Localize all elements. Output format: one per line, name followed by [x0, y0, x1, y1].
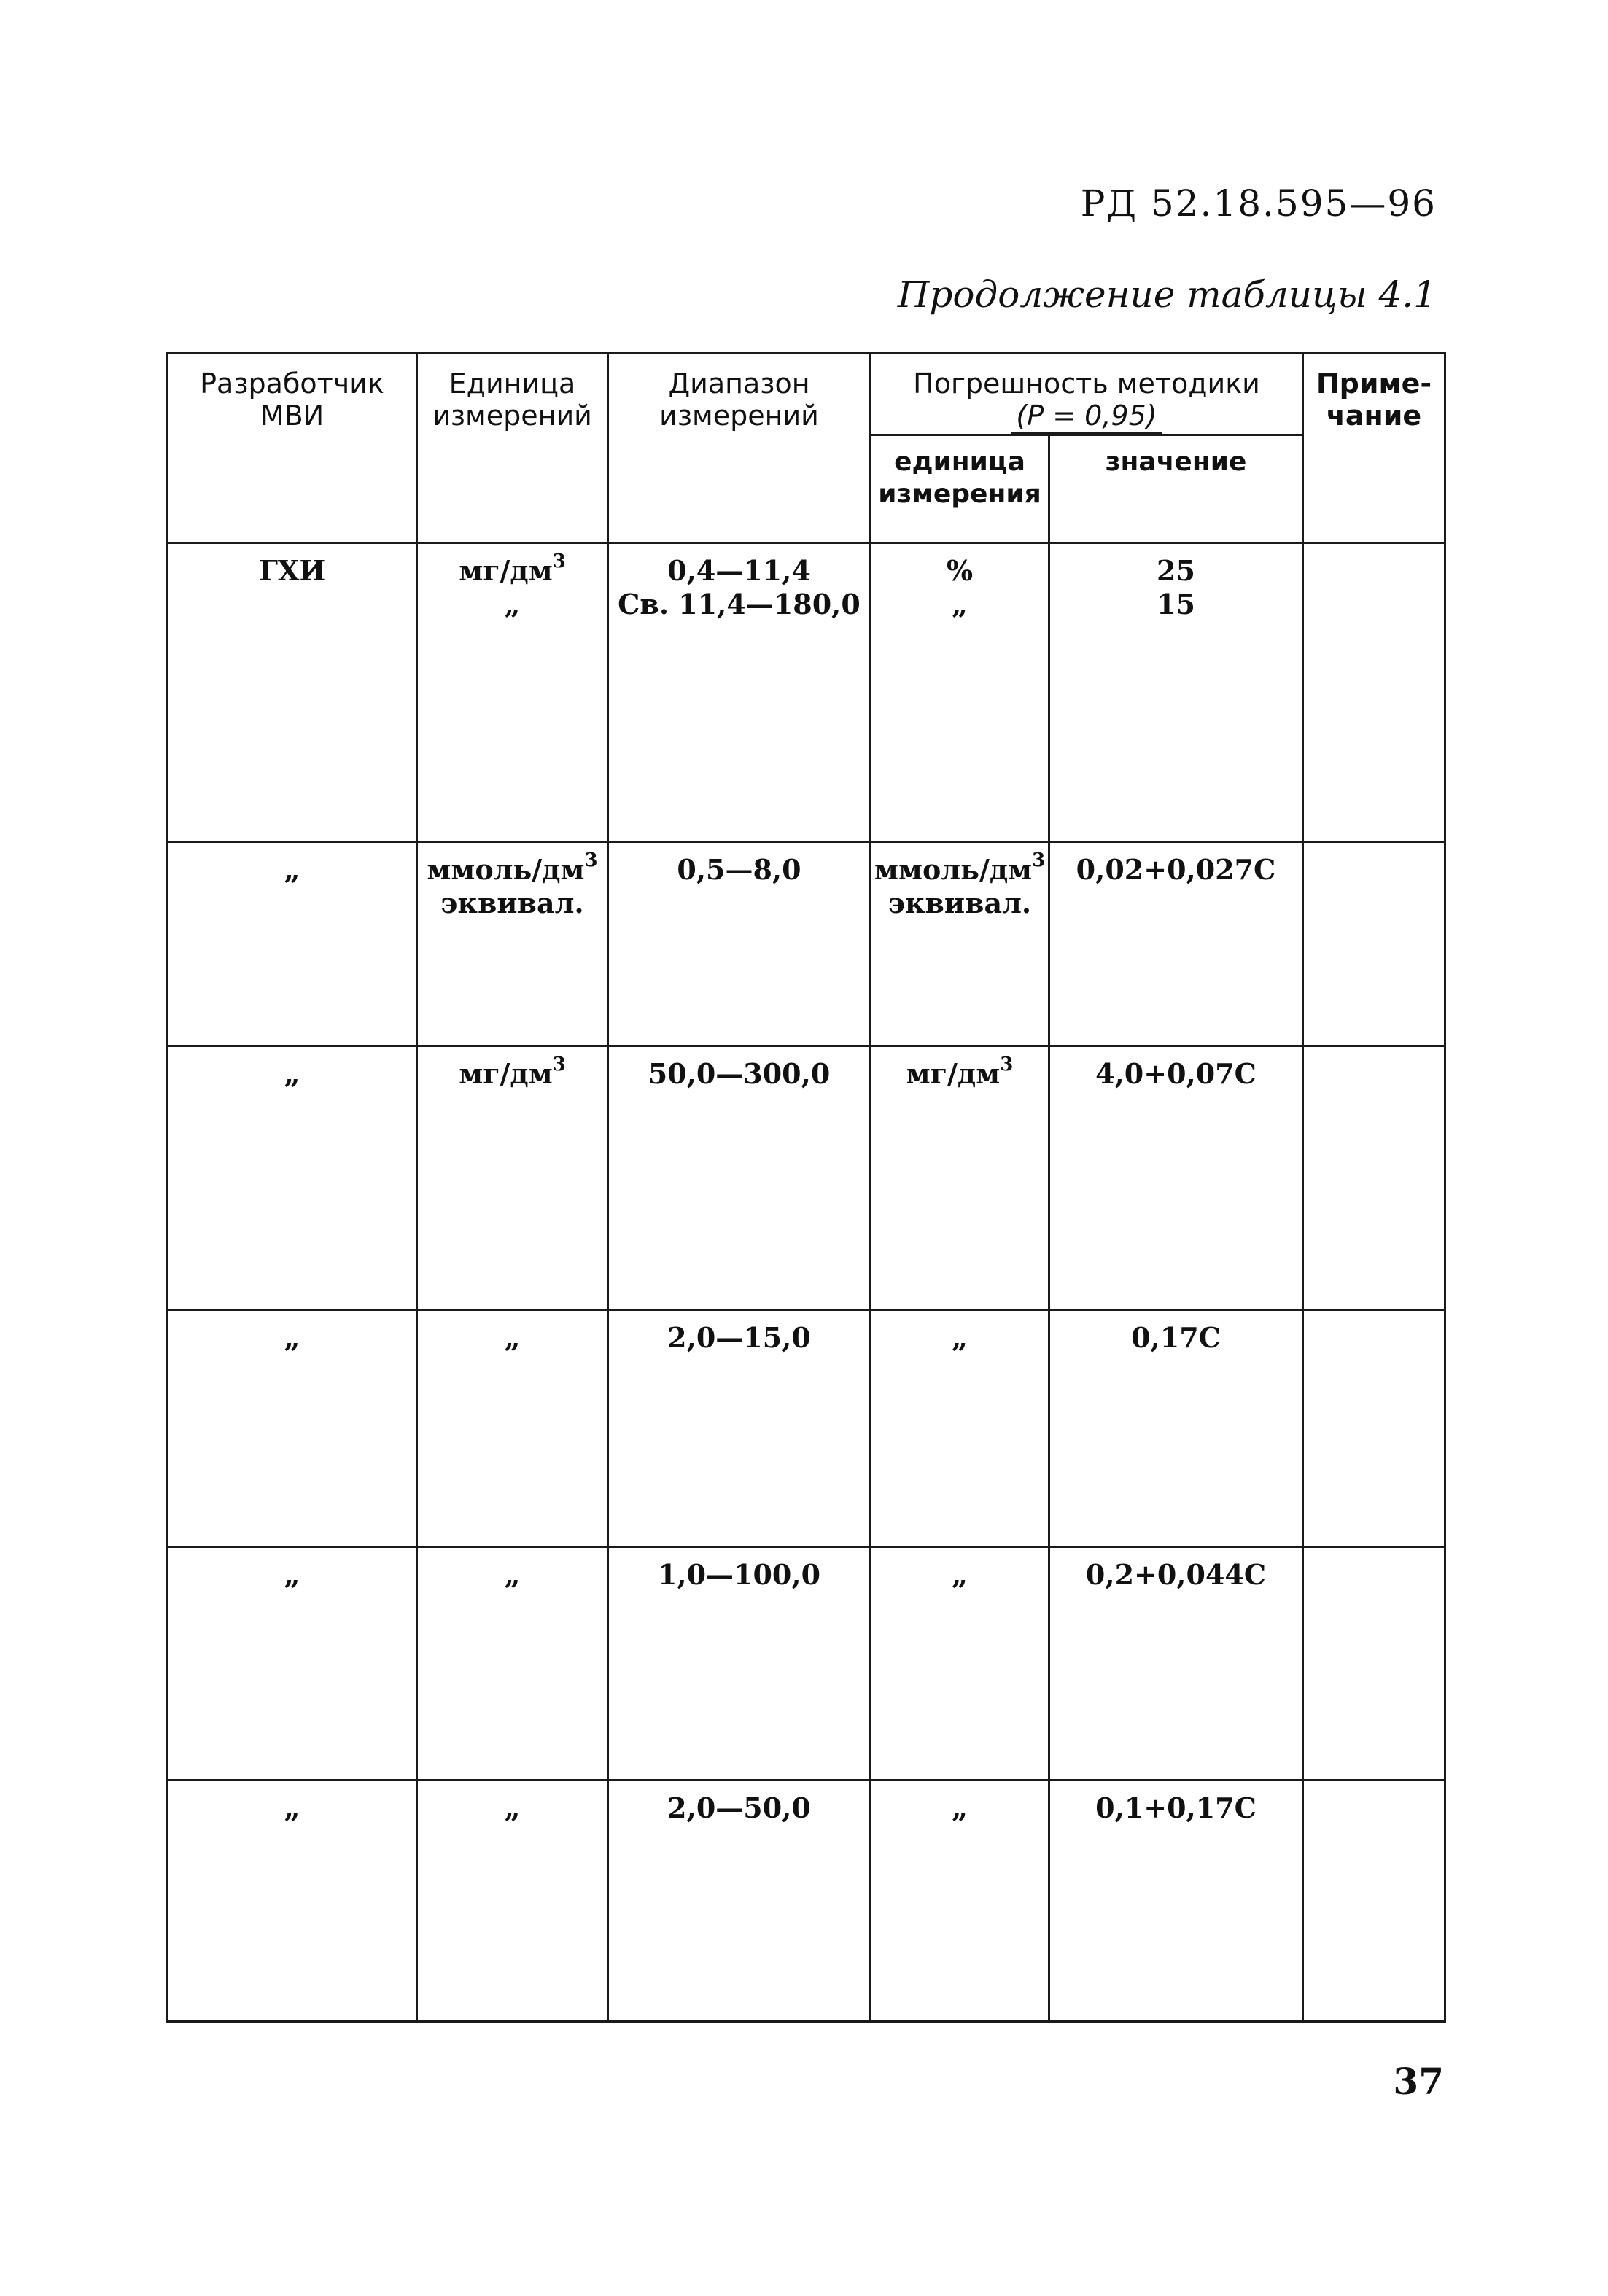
- header-unit: Единица измерений: [417, 354, 608, 543]
- cell-range: 2,0—50,0: [608, 1781, 871, 2022]
- cell-unit: „: [417, 1547, 608, 1781]
- cell-note: [1303, 1046, 1445, 1310]
- cell-error-unit: „: [871, 1781, 1049, 2022]
- table-continuation-caption: Продолжение таблицы 4.1: [897, 273, 1437, 316]
- cell-developer: „: [168, 1547, 417, 1781]
- table-row: [168, 543, 1445, 842]
- cell-unit: „: [417, 1781, 608, 2022]
- measurement-table: [166, 352, 1446, 2023]
- cell-error-unit: „: [871, 1310, 1049, 1547]
- header-range: Диапазон измерений: [608, 354, 871, 543]
- cell-error-value: 0,17C: [1049, 1310, 1303, 1547]
- cell-range: 0,4—11,4 Св. 11,4—180,0: [608, 543, 871, 842]
- cell-error-value: 25 15: [1049, 543, 1303, 842]
- header-note: Приме- чание: [1303, 354, 1445, 543]
- cell-error-value: 0,1+0,17C: [1049, 1781, 1303, 2022]
- cell-error-value: 0,02+0,027C: [1049, 842, 1303, 1046]
- cell-developer: „: [168, 1781, 417, 2022]
- header-error-unit: единица измерения: [871, 435, 1049, 543]
- cell-note: [1303, 1781, 1445, 2022]
- cell-developer: „: [168, 1046, 417, 1310]
- cell-error-unit: % „: [871, 543, 1049, 842]
- cell-note: [1303, 543, 1445, 842]
- cell-note: [1303, 1547, 1445, 1781]
- header-probability: (P = 0,95): [1011, 400, 1161, 434]
- header-method-error: Погрешность методики (P = 0,95): [871, 354, 1303, 435]
- cell-developer: ГХИ: [168, 543, 417, 842]
- cell-note: [1303, 842, 1445, 1046]
- cell-error-unit: $мг/дм^3$: [871, 1046, 1049, 1310]
- table-header-row: [168, 354, 1445, 435]
- cell-error-value: 0,2+0,044C: [1049, 1547, 1303, 1781]
- header-error-value: значение: [1049, 435, 1303, 543]
- page-number: 37: [1393, 2060, 1444, 2103]
- cell-unit: $мг/дм^3$ „: [417, 543, 608, 842]
- cell-range: 0,5—8,0: [608, 842, 871, 1046]
- cell-unit: ммоль/$дм^3$ эквивал.: [417, 842, 608, 1046]
- cell-developer: „: [168, 1310, 417, 1547]
- cell-error-unit: ммоль/$дм^3$ эквивал.: [871, 842, 1049, 1046]
- table-row: [168, 1310, 1445, 1547]
- table-row: [168, 842, 1445, 1046]
- cell-unit: $мг/дм^3$: [417, 1046, 608, 1310]
- table-row: [168, 1781, 1445, 2022]
- table-row: [168, 1046, 1445, 1310]
- cell-range: 2,0—15,0: [608, 1310, 871, 1547]
- table-row: [168, 1547, 1445, 1781]
- cell-unit: „: [417, 1310, 608, 1547]
- cell-note: [1303, 1310, 1445, 1547]
- cell-developer: „: [168, 842, 417, 1046]
- header-developer: Разработчик МВИ: [168, 354, 417, 543]
- document-code: РД 52.18.595—96: [1080, 182, 1437, 225]
- cell-error-value: 4,0+0,07C: [1049, 1046, 1303, 1310]
- cell-error-unit: „: [871, 1547, 1049, 1781]
- cell-range: 1,0—100,0: [608, 1547, 871, 1781]
- cell-range: 50,0—300,0: [608, 1046, 871, 1310]
